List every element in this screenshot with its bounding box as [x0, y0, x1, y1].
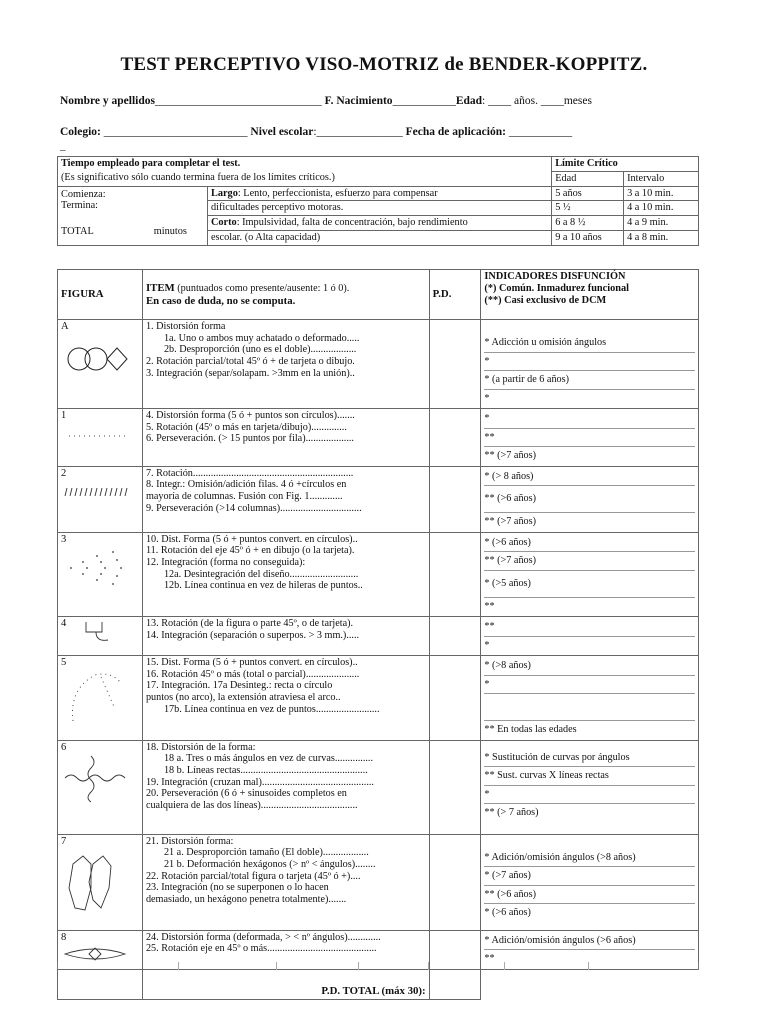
- indicators-cell: * (> 8 años) ** (>6 años) ** (>7 años): [481, 466, 699, 532]
- time-table: [57, 156, 699, 246]
- pd-input-cell[interactable]: [429, 320, 481, 409]
- anos-label: años.: [513, 95, 538, 107]
- items-cell: 7. Rotación............................................................... 8. Integr.: Omisión/adición filas. 4 ó +círculos en mayoría de columnas. Fusión con Fig. 1............. 9. Perseveración (>14 columnas)................................: [142, 466, 429, 532]
- corto-desc: Corto: Impulsividad, falta de concentración, bajo rendimiento: [207, 216, 551, 231]
- indicators-cell: ** *: [481, 617, 699, 656]
- nivel-blank[interactable]: :_______________: [313, 126, 403, 138]
- fnac-label: F. Nacimiento: [324, 95, 393, 107]
- comienza-field[interactable]: Comienza:: [61, 188, 106, 200]
- total-field[interactable]: TOTAL minutos: [61, 226, 187, 238]
- items-cell: 10. Dist. Forma (5 ó + puntos convert. en círculos).. 11. Rotación del eje 45º ó + en dibujo (o la tarjeta). 12. Integración (forma no conseguida): 12a. Desintegración del diseño........................... 12b. Línea continua en vez de hileras de puntos..: [142, 532, 429, 617]
- square-curve-figure-icon: [76, 618, 126, 648]
- bottom-rule: [57, 962, 699, 970]
- items-cell: 15. Dist. Forma (5 ó + puntos convert. en círculos).. 16. Rotación 45º o más (total o parcial)..................... 17. Integración. 17a Desinteg.: recta o círculo puntos (no arco), la extensión atraviesa el arco.. 17b. Línea continua en vez de puntos.........................: [142, 656, 429, 741]
- hexagons-figure-icon: [61, 848, 131, 920]
- largo-desc: Largo: Lento, perfeccionista, esfuerzo para compensar: [207, 186, 551, 201]
- total-pd-input[interactable]: [429, 969, 481, 999]
- edad-col-header: Edad: [552, 171, 624, 186]
- figure-cell: 6: [58, 740, 143, 834]
- loops-figure-icon: [61, 480, 131, 504]
- pd-input-cell[interactable]: [429, 532, 481, 617]
- termina-field[interactable]: Termina:: [61, 200, 99, 212]
- figure-cell: 3: [58, 532, 143, 617]
- header-line-1: [60, 95, 592, 107]
- indicators-cell: * ** ** (>7 años): [481, 409, 699, 467]
- figure-cell: 8: [58, 930, 143, 969]
- corto-desc-2: escolar. (o Alta capacidad): [207, 231, 551, 246]
- indicators-cell: * (>6 años) ** (>7 años) * (>5 años) **: [481, 532, 699, 617]
- pd-input-cell[interactable]: [429, 409, 481, 467]
- circle-diamond-figure-icon: [61, 333, 131, 377]
- meses-blank[interactable]: ____: [540, 95, 564, 107]
- indicators-cell: * Adición/omisión ángulos (>6 años) **: [481, 930, 699, 969]
- colegio-label: Colegio:: [60, 126, 101, 138]
- interval-cell: 4 a 10 min.: [624, 201, 699, 216]
- figure-cell: 4: [58, 617, 143, 656]
- figure-cell: 2: [58, 466, 143, 532]
- empty-cell: [481, 969, 699, 999]
- figure-cell: 5: [58, 656, 143, 741]
- nombre-blank[interactable]: _____________________________: [155, 95, 322, 107]
- indicators-cell: * Adicción u omisión ángulos * * (a partir de 6 años) *: [481, 320, 699, 409]
- time-fields: [58, 186, 208, 245]
- edad-blank[interactable]: : ____: [482, 95, 512, 107]
- meses-label: meses: [563, 95, 592, 107]
- time-note: (Es significativo sólo cuando termina fuera de los límites críticos.): [58, 171, 552, 186]
- pd-input-cell[interactable]: [429, 617, 481, 656]
- empty-cell: [58, 969, 143, 999]
- age-cell: 9 a 10 años: [552, 231, 624, 246]
- figure-cell: 1: [58, 409, 143, 467]
- page-title: TEST PERCEPTIVO VISO-MOTRIZ de BENDER-KOPPITZ.: [120, 54, 648, 75]
- interval-cell: 4 a 8 min.: [624, 231, 699, 246]
- intervalo-col-header: Intervalo: [624, 171, 699, 186]
- interval-cell: 3 a 10 min.: [624, 186, 699, 201]
- dotted-line-figure-icon: [61, 422, 131, 446]
- arrow-dots-figure-icon: [61, 546, 131, 586]
- age-cell: 6 a 8 ½: [552, 216, 624, 231]
- figure-cell: 7: [58, 834, 143, 930]
- colegio-blank[interactable]: _________________________: [103, 126, 248, 138]
- age-cell: 5 ½: [552, 201, 624, 216]
- pd-input-cell[interactable]: [429, 466, 481, 532]
- time-header: Tiempo empleado para completar el test.: [58, 157, 552, 172]
- fecha-label: Fecha de aplicación:: [405, 126, 506, 138]
- nivel-label: Nivel escolar: [250, 126, 314, 138]
- items-cell: 4. Distorsión forma (5 ó + puntos son círculos)....... 5. Rotación (45º o más en tarjeta/dibujo).............. 6. Perseveración. (> 15 puntos por fila)...................: [142, 409, 429, 467]
- item-header: ITEM (puntuados como presente/ausente: 1 ó 0). En caso de duda, no se computa.: [142, 270, 429, 320]
- stray-mark: _: [60, 140, 66, 152]
- diamond-in-ellipse-figure-icon: [61, 944, 131, 964]
- header-line-2: [60, 126, 572, 138]
- fecha-blank[interactable]: ___________: [508, 126, 573, 138]
- age-cell: 5 años: [552, 186, 624, 201]
- items-cell: 1. Distorsión forma 1a. Uno o ambos muy achatado o deformado..... 2b. Desproporción (uno es el doble).................. 2. Rotación parcial/total 45º ó + de tarjeta o dibujo. 3. Integración (separ/solapam. >3mm en la unión)..: [142, 320, 429, 409]
- edad-label: Edad: [455, 95, 483, 107]
- pd-input-cell[interactable]: [429, 740, 481, 834]
- figure-cell: A: [58, 320, 143, 409]
- indicators-header: INDICADORES DISFUNCIÓN (*) Común. Inmadurez funcional (**) Casi exclusivo de DCM: [481, 270, 699, 320]
- items-cell: 18. Distorsión de la forma: 18 a. Tres o más ángulos en vez de curvas............... 18 b. Líneas rectas.................................................. 19. Integración (cruzan mal)............................................ 20. Perseveración (6 ó + sinusoides completos en cualquiera de las dos líneas)......................................: [142, 740, 429, 834]
- indicators-cell: * Sustitución de curvas por ángulos ** Sust. curvas X líneas rectas * ** (> 7 años): [481, 740, 699, 834]
- items-cell: 13. Rotación (de la figura o parte 45º, o de tarjeta). 14. Integración (separación o superpos. > 3 mm.).....: [142, 617, 429, 656]
- largo-desc-2: dificultades perceptivo motoras.: [207, 201, 551, 216]
- arc-dots-figure-icon: [61, 669, 131, 727]
- total-label: P.D. TOTAL (máx 30):: [142, 969, 429, 999]
- pd-input-cell[interactable]: [429, 656, 481, 741]
- interval-cell: 4 a 9 min.: [624, 216, 699, 231]
- items-cell: 24. Distorsión forma (deformada, > < nº ángulos)............. 25. Rotación eje en 45º o más...........................................: [142, 930, 429, 969]
- sinusoid-figure-icon: [61, 754, 131, 804]
- indicators-cell: * Adición/omisión ángulos (>8 años) * (>7 años) ** (>6 años) * (>6 años): [481, 834, 699, 930]
- limite-header: Límite Crítico: [552, 157, 699, 172]
- indicators-cell: * (>8 años) * ** En todas las edades: [481, 656, 699, 741]
- pd-input-cell[interactable]: [429, 834, 481, 930]
- scoring-table: [57, 269, 699, 1000]
- nombre-label: Nombre y apellidos: [60, 95, 155, 107]
- fnac-blank[interactable]: ___________: [392, 95, 456, 107]
- pd-header: P.D.: [429, 270, 481, 320]
- figura-header: FIGURA: [58, 270, 143, 320]
- items-cell: 21. Distorsión forma: 21 a. Desproporción tamaño (El doble).................. 21 b. Deformación hexágonos (> nº < ángulos)........ 22. Rotación parcial/total figura o tarjeta (45º ó +).... 23. Integración (no se superponen o lo hacen demasiado, un hexágono penetra totalmente).......: [142, 834, 429, 930]
